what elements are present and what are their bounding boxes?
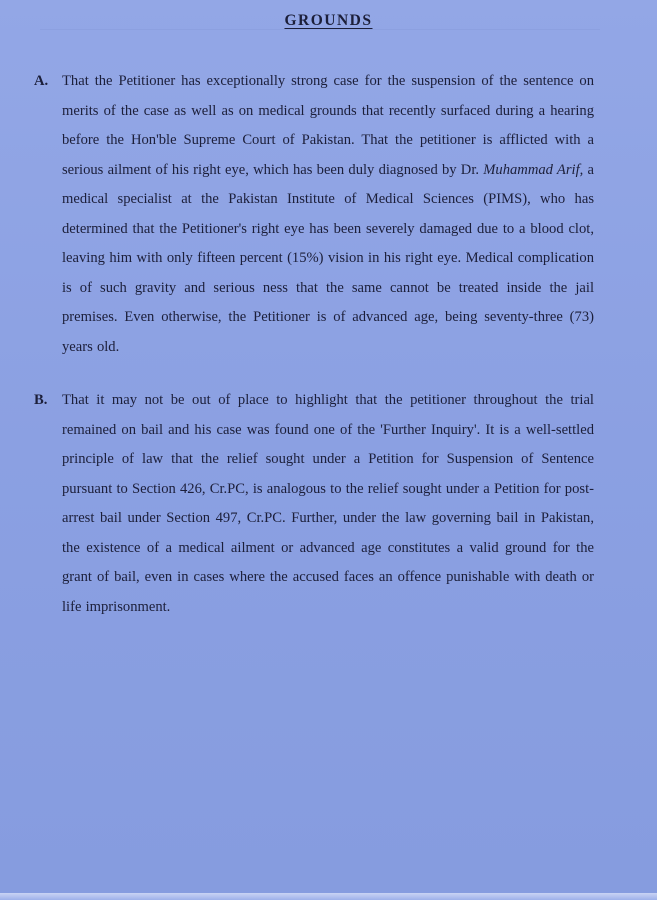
paragraph-b-marker: B. — [34, 392, 48, 408]
doctor-name: Muhammad Arif, — [483, 161, 584, 178]
paragraph-a-text-part-2: a medical specialist at the Pakistan Institute of Medical Sciences (PIMS), who has determined that the Petitioner's right eye has been severely damaged due to a blood clot, leaving him with only fifteen percent (15%) vision in his right eye. Medical complication is of such gravity and serious ness that the same cannot be treated inside the jail premises. Even otherwise, the Petitioner is of advanced age, being seventy-three (73) years old. — [62, 161, 594, 355]
paragraph-a — [34, 67, 594, 362]
paragraph-a-text-part-1: That the Petitioner has exceptionally strong case for the suspension of the sentence on merits of the case as well as on medical grounds that recently surfaced during a hearing before the Hon'ble Supreme Court of Pakistan. That the petitioner is afflicted with a serious ailment of his right eye, which has been duly diagnosed by Dr. — [62, 73, 594, 178]
paragraph-a-text — [62, 67, 594, 362]
paragraph-a-marker: A. — [34, 73, 49, 89]
paragraph-b-text: That it may not be out of place to highlight that the petitioner throughout the trial remained on bail and his case was found one of the 'Further Inquiry'. It is a well-settled principle of law that the relief sought under a Petition for Suspension of Sentence pursuant to Section 426, Cr.PC, is analogous to the relief sought under a Petition for post-arrest bail under Section 497, Cr.PC. Further, under the law governing bail in Pakistan, the existence of a medical ailment or advanced age constitutes a valid ground for the grant of bail, even in cases where the accused faces an offence punishable with death or life imprisonment. — [62, 392, 594, 615]
section-heading: GROUNDS — [284, 12, 373, 29]
paragraph-b — [34, 386, 594, 622]
page-bottom-edge — [0, 893, 657, 900]
